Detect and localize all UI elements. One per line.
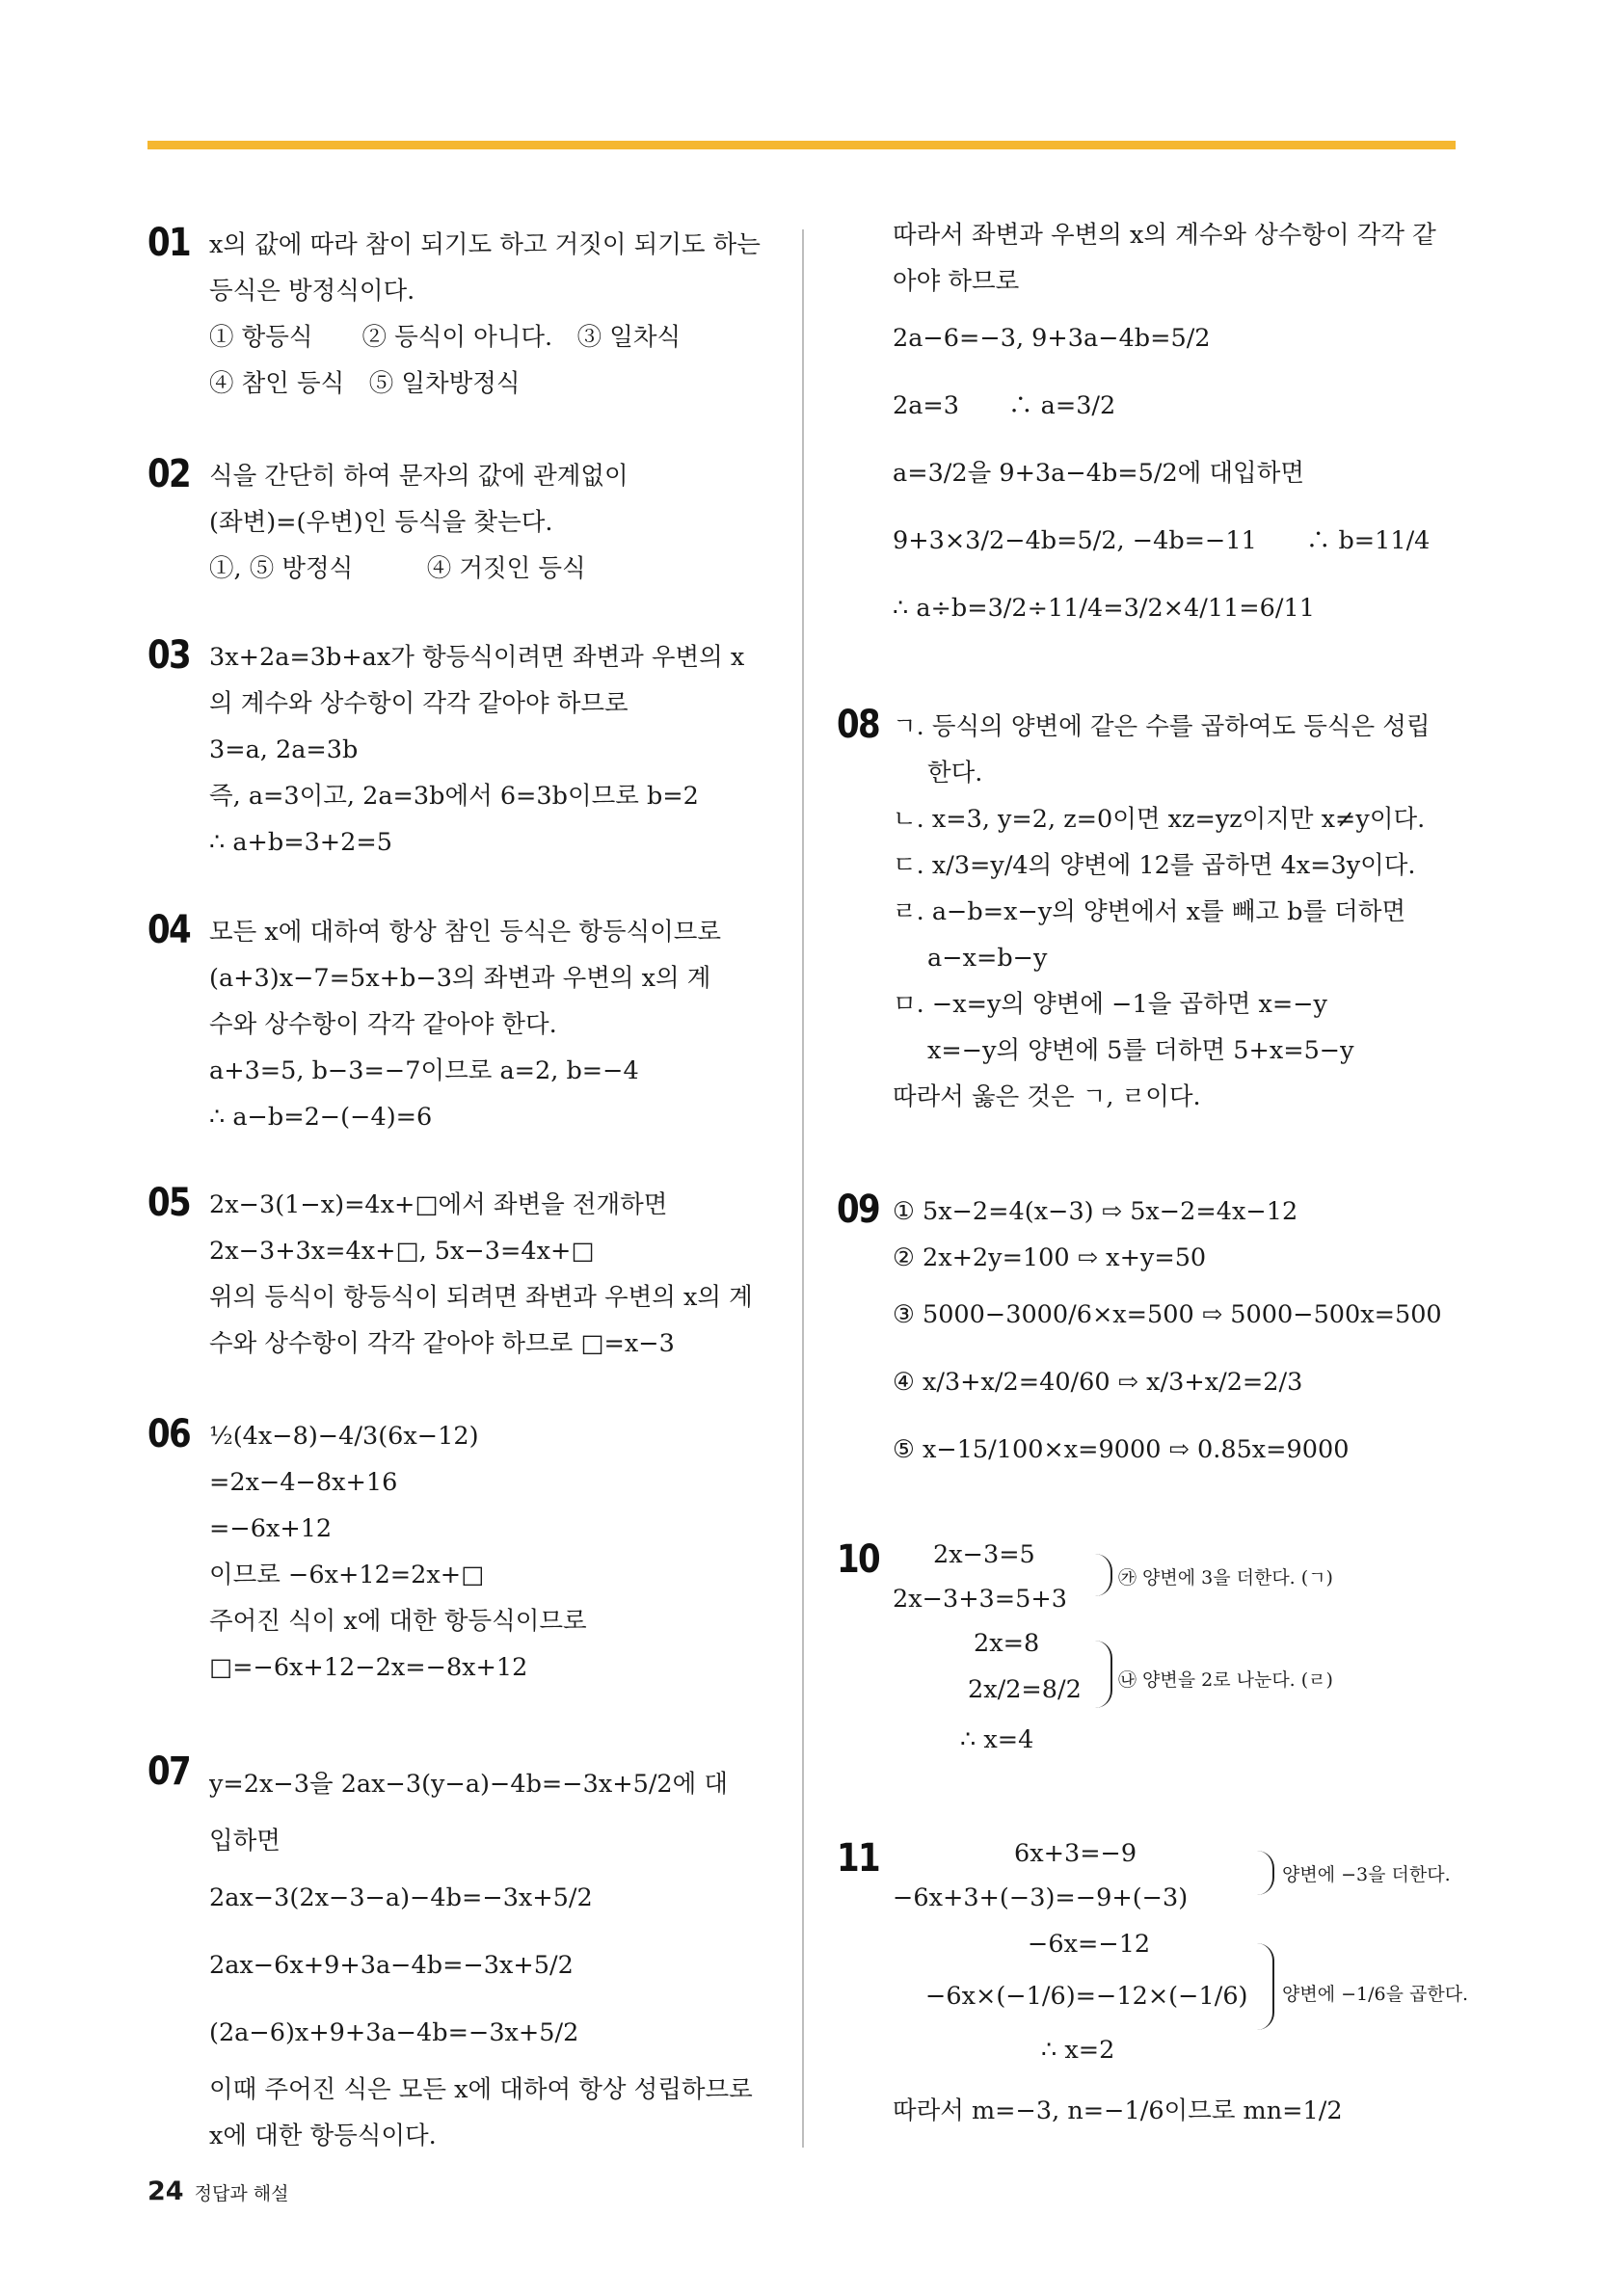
- page-footer: [147, 2176, 288, 2206]
- step-brace: [1095, 1554, 1112, 1596]
- text-line: ½(4x−8)−4/3(6x−12): [209, 1422, 479, 1451]
- equation-step: −6x+3+(−3)=−9+(−3): [893, 1883, 1189, 1912]
- text-line: x의 값에 따라 참이 되기도 하고 거짓이 되기도 하는: [209, 230, 761, 259]
- text-line: 식을 간단히 하여 문자의 값에 관계없이: [209, 462, 629, 491]
- text-line: ① 5x−2=4(x−3) ⇨ 5x−2=4x−12: [893, 1197, 1298, 1226]
- text-line: 2a−6=−3, 9+3a−4b=5/2: [893, 324, 1211, 353]
- text-line: ㄹ. a−b=x−y의 양변에서 x를 빼고 b를 더하면: [893, 897, 1406, 926]
- text-line: a+3=5, b−3=−7이므로 a=2, b=−4: [209, 1056, 639, 1085]
- page-title: 정답과 해설: [194, 2183, 289, 2204]
- text-line: 위의 등식이 항등식이 되려면 좌변과 우변의 x의 계: [209, 1283, 753, 1312]
- problem-number: 02: [147, 452, 190, 496]
- problem-number: 05: [147, 1181, 190, 1225]
- equation-step: 2x/2=8/2: [968, 1675, 1082, 1704]
- text-line: ㄴ. x=3, y=2, z=0이면 xz=yz이지만 x≠y이다.: [893, 805, 1426, 834]
- step-note: ㉮ 양변에 3을 더한다. (ㄱ): [1118, 1567, 1333, 1589]
- step-brace: [1257, 1943, 1274, 2030]
- text-line: ⑤ x−15/100×x=9000 ⇨ 0.85x=9000: [893, 1435, 1350, 1464]
- problem-number: 09: [837, 1188, 879, 1232]
- step-brace: [1257, 1851, 1274, 1895]
- top-accent-bar: [147, 141, 1456, 149]
- text-line: 2x−3+3x=4x+□, 5x−3=4x+□: [209, 1237, 595, 1266]
- text-line: 등식은 방정식이다.: [209, 277, 415, 306]
- equation-step: ∴ x=2: [1041, 2036, 1115, 2065]
- column-divider: [802, 229, 804, 2148]
- text-line: 모든 x에 대하여 항상 참인 등식은 항등식이므로: [209, 918, 722, 947]
- text-line: (좌변)=(우변)인 등식을 찾는다.: [209, 508, 553, 537]
- equation-step: ∴ x=4: [960, 1725, 1034, 1754]
- text-line: 9+3×3/2−4b=5/2, −4b=−11 ∴ b=11/4: [893, 526, 1431, 555]
- step-note: 양변에 −1/6을 곱한다.: [1282, 1984, 1469, 2005]
- text-line: ∴ a−b=2−(−4)=6: [209, 1103, 433, 1132]
- problem-number: 01: [147, 221, 190, 265]
- text-line: 한다.: [927, 759, 983, 788]
- problem-number: 11: [837, 1836, 879, 1881]
- text-line: ② 2x+2y=100 ⇨ x+y=50: [893, 1243, 1207, 1272]
- text-line: 이때 주어진 식은 모든 x에 대하여 항상 성립하므로: [209, 2075, 753, 2104]
- text-line: 따라서 좌변과 우변의 x의 계수와 상수항이 각각 같: [893, 221, 1436, 250]
- text-line: ① 항등식 ② 등식이 아니다. ③ 일차식: [209, 323, 682, 352]
- text-line: ∴ a÷b=3/2÷11/4=3/2×4/11=6/11: [893, 594, 1315, 623]
- text-line: a−x=b−y: [927, 944, 1048, 973]
- equation-step: 따라서 m=−3, n=−1/6이므로 mn=1/2: [893, 2096, 1343, 2125]
- equation-step: 2x−3+3=5+3: [893, 1585, 1067, 1614]
- problem-number: 06: [147, 1412, 190, 1456]
- text-line: 2ax−3(2x−3−a)−4b=−3x+5/2: [209, 1883, 593, 1912]
- problem-number: 03: [147, 633, 190, 678]
- text-line: ④ 참인 등식 ⑤ 일차방정식: [209, 369, 521, 398]
- step-note: 양변에 −3을 더한다.: [1282, 1864, 1451, 1885]
- text-line: □=−6x+12−2x=−8x+12: [209, 1653, 528, 1682]
- equation-step: 6x+3=−9: [1014, 1839, 1137, 1868]
- problem-number: 10: [837, 1537, 879, 1582]
- text-line: 따라서 옳은 것은 ㄱ, ㄹ이다.: [893, 1082, 1201, 1111]
- text-line: 주어진 식이 x에 대한 항등식이므로: [209, 1607, 587, 1636]
- text-line: a=3/2을 9+3a−4b=5/2에 대입하면: [893, 459, 1304, 488]
- text-line: 2a=3 ∴ a=3/2: [893, 391, 1116, 420]
- text-line: x=−y의 양변에 5를 더하면 5+x=5−y: [927, 1036, 1354, 1065]
- problem-number: 07: [147, 1749, 190, 1794]
- equation-step: 2x−3=5: [933, 1540, 1035, 1569]
- text-line: 수와 상수항이 각각 같아야 하므로 □=x−3: [209, 1329, 675, 1358]
- text-line: =−6x+12: [209, 1514, 333, 1543]
- text-line: 이므로 −6x+12=2x+□: [209, 1561, 485, 1589]
- text-line: ③ 5000−3000/6×x=500 ⇨ 5000−500x=500: [893, 1300, 1442, 1329]
- text-line: (2a−6)x+9+3a−4b=−3x+5/2: [209, 2018, 579, 2047]
- text-line: ∴ a+b=3+2=5: [209, 828, 392, 857]
- text-line: 2x−3(1−x)=4x+□에서 좌변을 전개하면: [209, 1190, 668, 1219]
- step-brace: [1095, 1641, 1112, 1708]
- text-line: ①, ⑤ 방정식 ④ 거짓인 등식: [209, 554, 586, 583]
- problem-number: 04: [147, 908, 190, 952]
- text-line: 3x+2a=3b+ax가 항등식이려면 좌변과 우변의 x: [209, 643, 745, 672]
- text-line: ㄷ. x/3=y/4의 양변에 12를 곱하면 4x=3y이다.: [893, 851, 1416, 880]
- text-line: 2ax−6x+9+3a−4b=−3x+5/2: [209, 1951, 574, 1980]
- text-line: 입하면: [209, 1827, 281, 1855]
- text-line: 즉, a=3이고, 2a=3b에서 6=3b이므로 b=2: [209, 782, 699, 811]
- step-note: ㉯ 양변을 2로 나눈다. (ㄹ): [1118, 1669, 1333, 1691]
- text-line: (a+3)x−7=5x+b−3의 좌변과 우변의 x의 계: [209, 964, 711, 993]
- text-line: x에 대한 항등식이다.: [209, 2122, 437, 2150]
- equation-step: −6x×(−1/6)=−12×(−1/6): [925, 1982, 1248, 2011]
- text-line: ㄱ. 등식의 양변에 같은 수를 곱하여도 등식은 성립: [893, 712, 1431, 741]
- text-line: 의 계수와 상수항이 각각 같아야 하므로: [209, 689, 629, 718]
- text-line: y=2x−3을 2ax−3(y−a)−4b=−3x+5/2에 대: [209, 1770, 729, 1799]
- equation-step: −6x=−12: [1028, 1930, 1151, 1959]
- text-line: ㅁ. −x=y의 양변에 −1을 곱하면 x=−y: [893, 990, 1327, 1019]
- text-line: 수와 상수항이 각각 같아야 한다.: [209, 1010, 557, 1039]
- text-line: 3=a, 2a=3b: [209, 735, 359, 764]
- equation-step: 2x=8: [974, 1629, 1040, 1658]
- text-line: 아야 하므로: [893, 267, 1020, 296]
- text-line: =2x−4−8x+16: [209, 1468, 398, 1497]
- problem-number: 08: [837, 703, 879, 747]
- page-number: 24: [147, 2176, 184, 2206]
- text-line: ④ x/3+x/2=40/60 ⇨ x/3+x/2=2/3: [893, 1368, 1303, 1397]
